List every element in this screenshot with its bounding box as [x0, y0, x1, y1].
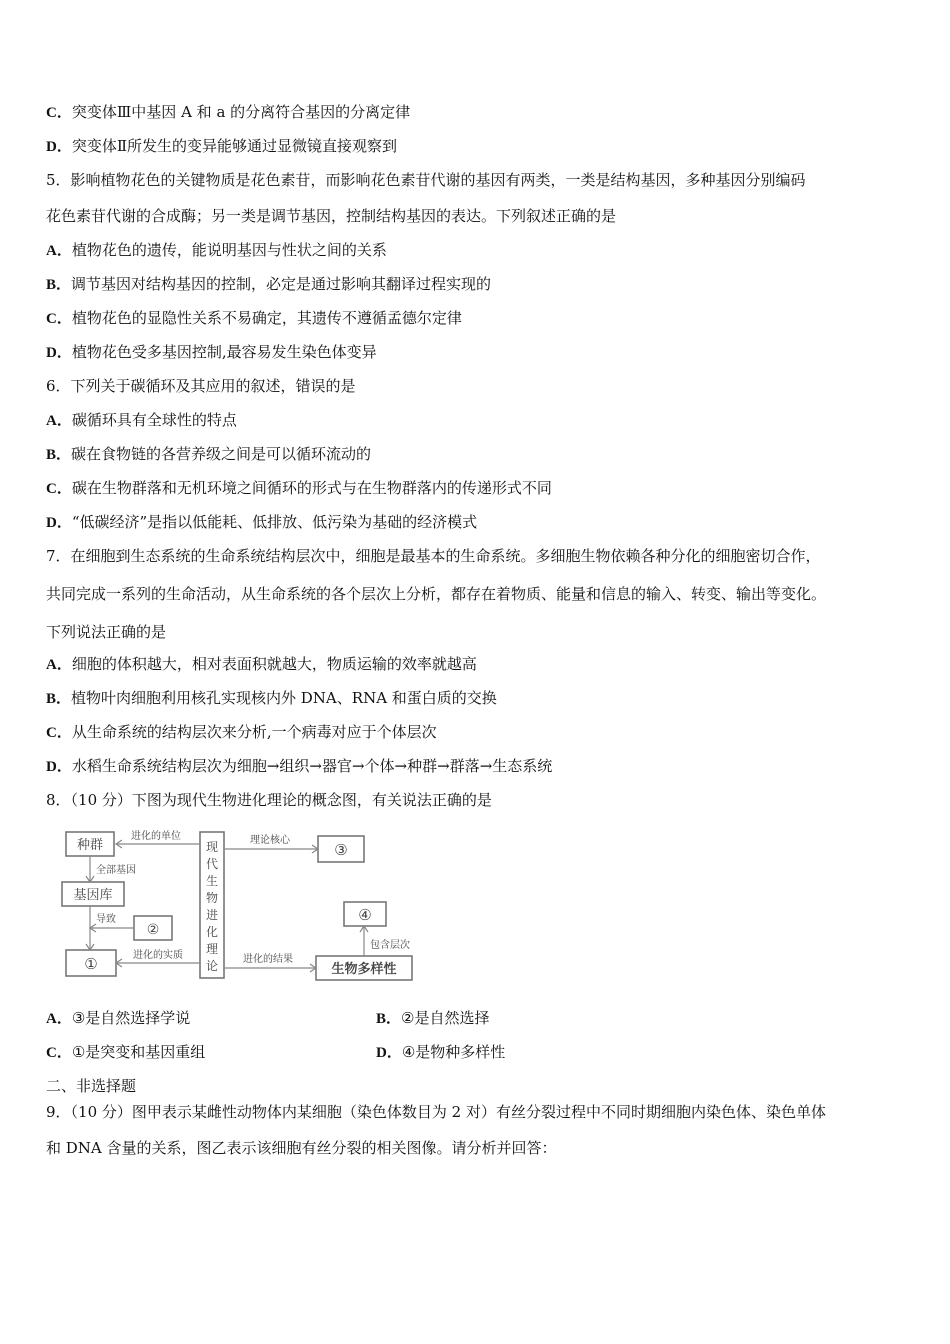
q9-stem-line1: 9．（10 分）图甲表示某雌性动物体内某细胞（染色体数目为 2 对）有丝分裂过程中不同时期细胞内染色体、染色单体 [46, 1103, 826, 1121]
q8-option-b: B．②是自然选择 [376, 1009, 490, 1027]
q5-option-b: B．调节基因对结构基因的控制，必定是通过影响其翻译过程实现的 [46, 275, 492, 293]
q7-option-a: A．细胞的体积越大，相对表面积就越大，物质运输的效率就越高 [46, 655, 477, 673]
q8-option-c: C．①是突变和基因重组 [46, 1043, 206, 1061]
section-heading: 二、非选择题 [46, 1077, 137, 1095]
core-label: 理论核心 [250, 835, 290, 846]
circle4-label: ④ [358, 906, 372, 924]
q4-option-d: D．突变体Ⅱ所发生的变异能够通过显微镜直接观察到 [46, 137, 398, 155]
q4-option-c: C．突变体Ⅲ中基因 A 和 a 的分离符合基因的分离定律 [46, 103, 411, 121]
q6-option-d: D．“低碳经济”是指以低能耗、低排放、低污染为基础的经济模式 [46, 513, 478, 531]
theory-char: 生 [205, 874, 219, 888]
q7-stem-line3: 下列说法正确的是 [46, 623, 167, 641]
circle2-label: ② [146, 922, 160, 938]
contains-label: 包含层次 [370, 940, 410, 951]
theory-char: 物 [205, 891, 219, 905]
q6-option-c: C．碳在生物群落和无机环境之间循环的形式与在生物群落内的传递形式不同 [46, 479, 552, 497]
q9-stem-line2: 和 DNA 含量的关系，图乙表示该细胞有丝分裂的相关图像。请分析并回答： [46, 1139, 557, 1157]
theory-char: 化 [205, 925, 219, 939]
all-genes-label: 全部基因 [96, 865, 136, 876]
theory-char: 现 [205, 840, 219, 854]
theory-text [206, 840, 218, 973]
q5-stem-line1: 5．影响植物花色的关键物质是花色素苷，而影响花色素苷代谢的基因有两类，一类是结构基因，多种基因分别编码 [46, 171, 806, 189]
q7-stem-line1: 7．在细胞到生态系统的生命系统结构层次中，细胞是最基本的生命系统。多细胞生物依赖各种分化的细胞密切合作， [46, 547, 821, 565]
q7-option-d: D．水稻生命系统结构层次为细胞→组织→器官→个体→种群→群落→生态系统 [46, 757, 553, 775]
q5-stem-line2: 花色素苷代谢的合成酶；另一类是调节基因，控制结构基因的表达。下列叙述正确的是 [46, 207, 617, 225]
lead-label: 导致 [96, 914, 116, 925]
q8-stem: 8．（10 分）下图为现代生物进化理论的概念图，有关说法正确的是 [46, 791, 492, 809]
q6-option-a: A．碳循环具有全球性的特点 [46, 411, 237, 429]
q6-option-b: B．碳在食物链的各营养级之间是可以循环流动的 [46, 445, 372, 463]
circle1-label: ① [84, 955, 98, 973]
q7-option-c: C．从生命系统的结构层次来分析,一个病毒对应于个体层次 [46, 723, 437, 741]
q5-option-c: C．植物花色的显隐性关系不易确定，其遗传不遵循孟德尔定律 [46, 309, 462, 327]
q6-stem: 6．下列关于碳循环及其应用的叙述，错误的是 [46, 377, 356, 395]
theory-char: 论 [205, 959, 219, 973]
q7-option-b: B．植物叶肉细胞利用核孔实现核内外 DNA、RNA 和蛋白质的交换 [46, 689, 497, 707]
evolution-concept-diagram [60, 826, 430, 986]
theory-char: 理 [205, 942, 219, 956]
population-label: 种群 [76, 838, 104, 853]
q7-stem-line2: 共同完成一系列的生命活动，从生命系统的各个层次上分析，都存在着物质、能量和信息的输入、转变、输出等变化。 [46, 585, 827, 603]
gene-pool-label: 基因库 [73, 888, 113, 903]
q5-option-a: A．植物花色的遗传，能说明基因与性状之间的关系 [46, 241, 387, 259]
theory-char: 代 [205, 857, 219, 871]
q8-option-a: A．③是自然选择学说 [46, 1009, 191, 1027]
circle3-label: ③ [334, 841, 348, 859]
q5-option-d: D．植物花色受多基因控制,最容易发生染色体变异 [46, 343, 377, 361]
unit-label: 进化的单位 [131, 831, 181, 842]
essence-label: 进化的实质 [133, 950, 183, 961]
q8-option-d: D．④是物种多样性 [376, 1043, 506, 1061]
theory-char: 进 [205, 908, 219, 922]
result-label: 进化的结果 [243, 954, 293, 965]
biodiversity-label: 生物多样性 [331, 962, 397, 977]
